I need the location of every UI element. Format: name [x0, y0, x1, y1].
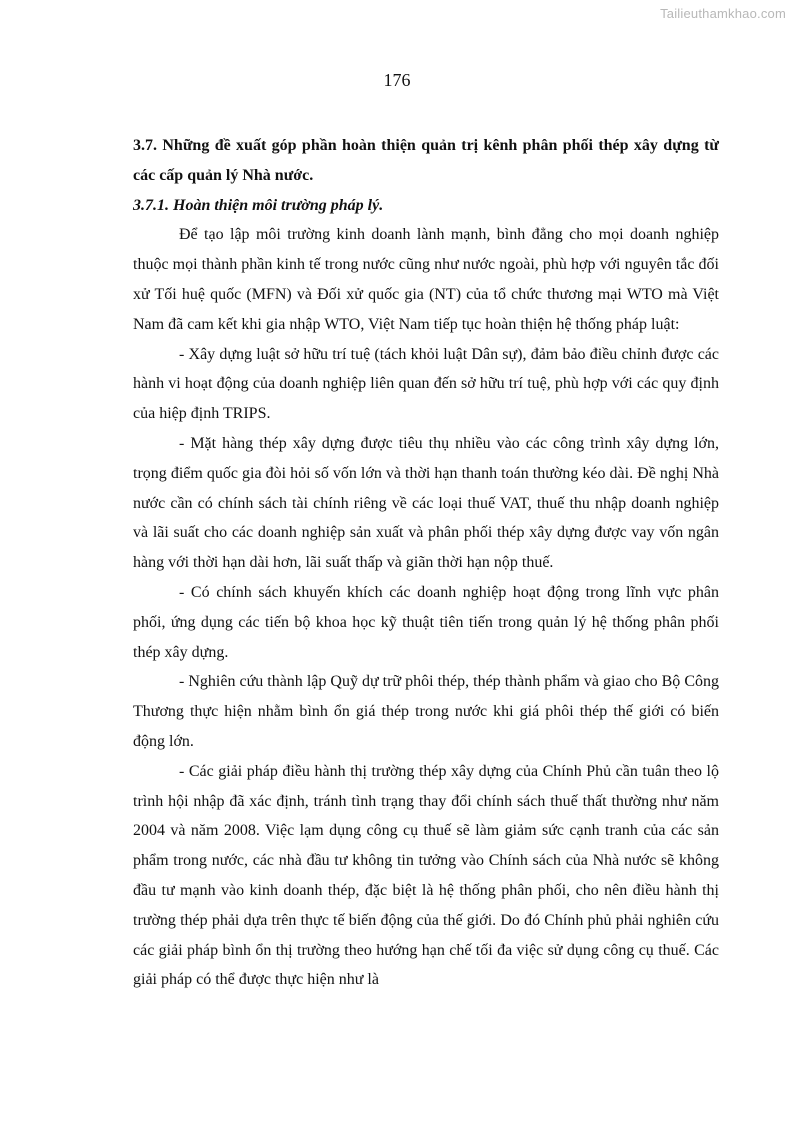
- paragraph-intellectual-property: - Xây dựng luật sở hữu trí tuệ (tách khỏi luật Dân sự), đảm bảo điều chỉnh được các hành vi hoạt động của doanh nghiệp liên quan đến sở hữu trí tuệ, phù hợp với các quy định của hiệp định TRIPS.: [133, 345, 719, 423]
- paragraph-distribution-incentives: - Có chính sách khuyến khích các doanh nghiệp hoạt động trong lĩnh vực phân phối, ứng dụng các tiến bộ khoa học kỹ thuật tiên tiến trong quản lý hệ thống phân phối thép xây dựng.: [133, 583, 719, 661]
- page-number: 176: [383, 70, 411, 90]
- paragraph-intro: Để tạo lập môi trường kinh doanh lành mạnh, bình đẳng cho mọi doanh nghiệp thuộc mọi thành phần kinh tế trong nước cũng như nước ngoài, phù hợp với nguyên tắc đối xử Tối huệ quốc (MFN) và Đối xử quốc gia (NT) của tổ chức thương mại WTO mà Việt Nam đã cam kết khi gia nhập WTO, Việt Nam tiếp tục hoàn thiện hệ thống pháp luật:: [133, 226, 719, 333]
- watermark: Tailieuthamkhao.com: [660, 6, 786, 21]
- section-heading: 3.7. Những đề xuất góp phần hoàn thiện quản trị kênh phân phối thép xây dựng từ các cấp quản lý Nhà nước.: [133, 137, 719, 184]
- subsection-heading: 3.7.1. Hoàn thiện môi trường pháp lý.: [133, 196, 384, 214]
- paragraph-reserve-fund: - Nghiên cứu thành lập Quỹ dự trữ phôi thép, thép thành phẩm và giao cho Bộ Công Thương thực hiện nhằm bình ổn giá thép trong nước khi giá phôi thép thế giới có biến động lớn.: [133, 673, 719, 750]
- paragraph-financial-policy: - Mặt hàng thép xây dựng được tiêu thụ nhiều vào các công trình xây dựng lớn, trọng điểm quốc gia đòi hỏi số vốn lớn và thời hạn thanh toán thường kéo dài. Đề nghị Nhà nước cần có chính sách tài chính riêng về các loại thuế VAT, thuế thu nhập doanh nghiệp và lãi suất cho các doanh nghiệp sản xuất và phân phối thép xây dựng được vay vốn ngân hàng với thời hạn dài hơn, lãi suất thấp và giãn thời hạn nộp thuế.: [133, 434, 719, 572]
- paragraph-market-regulation: - Các giải pháp điều hành thị trường thép xây dựng của Chính Phủ cần tuân theo lộ trình hội nhập đã xác định, tránh tình trạng thay đổi chính sách thuế thất thường như năm 2004 và năm 2008. Việc lạm dụng công cụ thuế sẽ làm giảm sức cạnh tranh của các sản phẩm trong nước, các nhà đầu tư không tin tưởng vào Chính sách của Nhà nước sẽ không đầu tư mạnh vào kinh doanh thép, đặc biệt là hệ thống phân phối, cho nên điều hành thị trường thép phải dựa trên thực tế biến động của thế giới. Do đó Chính phủ phải nghiên cứu các giải pháp bình ổn thị trường theo hướng hạn chế tối đa việc sử dụng công cụ thuế. Các giải pháp có thể được thực hiện như là: [133, 762, 719, 989]
- page-body: [133, 131, 719, 995]
